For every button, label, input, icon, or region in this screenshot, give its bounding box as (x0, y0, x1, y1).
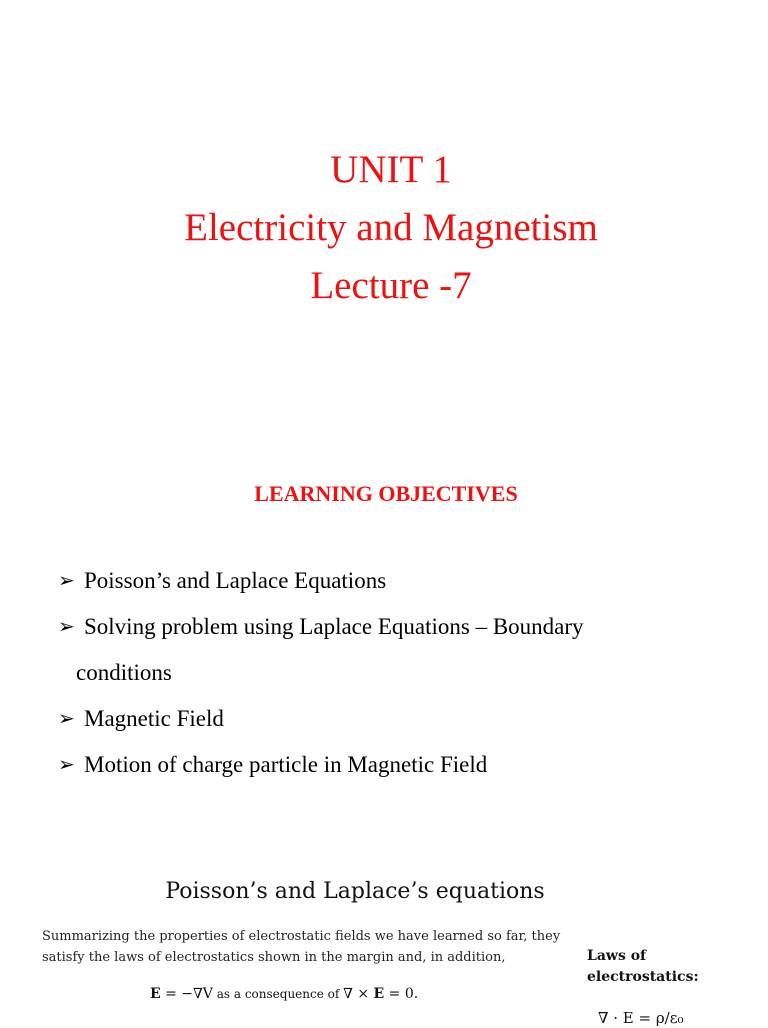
objective-text-continuation: conditions (76, 660, 172, 685)
title-line-unit: UNIT 1 (330, 148, 452, 191)
section-heading: Poisson’s and Laplace’s equations (165, 879, 545, 904)
objective-item (58, 558, 748, 604)
paragraph-line: Summarizing the properties of electrostatic fields we have learned so far, they (42, 929, 561, 944)
body-paragraph (42, 926, 572, 968)
margin-note-line: Laws of (587, 948, 647, 964)
arrow-bullet-icon: ➢ (58, 708, 75, 730)
gradient-equation (150, 983, 418, 1005)
paragraph-line: satisfy the laws of electrostatics shown in the margin and, in addition, (42, 950, 506, 965)
slide-title (0, 141, 768, 315)
title-line-subject: Electricity and Magnetism (184, 206, 598, 249)
objective-text: Poisson’s and Laplace Equations (84, 568, 387, 593)
objective-text: Magnetic Field (84, 706, 224, 731)
objective-text: Solving problem using Laplace Equations – Boundary (84, 614, 584, 639)
margin-note (587, 946, 699, 988)
objective-item (58, 696, 748, 742)
objective-item (58, 604, 748, 696)
title-line-lecture: Lecture -7 (310, 264, 472, 307)
margin-note-line: electrostatics: (587, 969, 699, 985)
equation-curl-rhs: = 0. (384, 986, 419, 1002)
equation-curl: ∇ × (343, 986, 374, 1002)
objective-text: Motion of charge particle in Magnetic Field (84, 752, 488, 777)
equation-field-e: E (150, 986, 161, 1002)
objectives-list (58, 558, 748, 788)
arrow-bullet-icon: ➢ (58, 570, 75, 592)
objective-item (58, 742, 748, 788)
margin-equation: ∇ · E = ρ/ε₀ (598, 1009, 684, 1027)
arrow-bullet-icon: ➢ (58, 754, 75, 776)
arrow-bullet-icon: ➢ (58, 616, 75, 638)
objectives-heading: LEARNING OBJECTIVES (254, 481, 518, 506)
equation-curl-field: E (373, 986, 385, 1002)
equation-rhs: = −∇V (160, 986, 213, 1002)
equation-middle-text: as a consequence of (212, 987, 344, 1001)
